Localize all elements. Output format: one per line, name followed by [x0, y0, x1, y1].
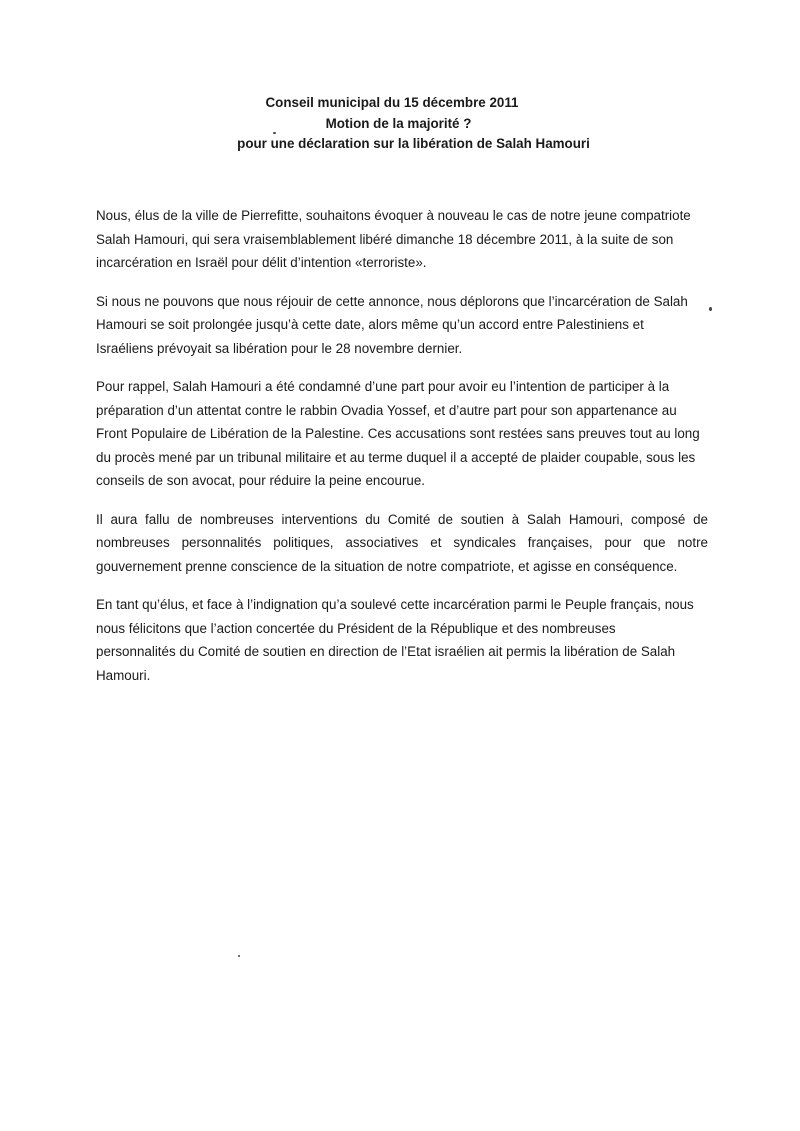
paragraph-4-line-2: nombreuses personnalités politiques, associatives et syndicales françaises, pour que notre	[96, 535, 708, 550]
paragraph-2-line-1: Si nous ne pouvons que nous réjouir de cette annonce, nous déplorons que l’incarcération de Salah	[96, 293, 688, 309]
paragraph-3-line-3: Front Populaire de Libération de la Palestine. Ces accusations sont restées sans preuves tout au long	[96, 426, 700, 441]
paragraph-2-line-2: Hamouri se soit prolongée jusqu’à cette date, alors même qu’un accord entre Palestiniens et	[96, 317, 644, 332]
paragraph-1	[96, 204, 708, 275]
title-line-declaration: pour une déclaration sur la libération de Salah Hamouri	[237, 136, 590, 151]
scan-speck	[709, 307, 712, 311]
scan-speck	[273, 132, 276, 134]
paragraph-3-line-2: préparation d’un attentat contre le rabbin Ovadia Yossef, et d’autre part pour son appartenance au	[96, 402, 677, 418]
paragraph-4	[96, 508, 708, 579]
paragraph-5-line-4: Hamouri.	[96, 667, 151, 683]
title-line-council-date: Conseil municipal du 15 décembre 2011	[265, 95, 519, 110]
document-title-block	[0, 93, 800, 155]
paragraph-1-line-2: Salah Hamouri, qui sera vraisemblablement libéré dimanche 18 décembre 2011, à la suite de son	[96, 231, 674, 247]
paragraph-1-line-1: Nous, élus de la ville de Pierrefitte, souhaitons évoquer à nouveau le cas de notre jeune compatriote	[96, 208, 691, 223]
paragraph-2-line-3: Israéliens prévoyait sa libération pour le 28 novembre dernier.	[96, 340, 463, 356]
paragraph-3-line-1: Pour rappel, Salah Hamouri a été condamné d’une part pour avoir eu l’intention de participer à la	[96, 379, 670, 394]
paragraph-3-line-5: conseils de son avocat, pour réduire la peine encourue.	[96, 473, 426, 488]
paragraph-1-line-3: incarcération en Israël pour délit d’intention «terroriste».	[96, 255, 427, 270]
paragraph-4-line-1: Il aura fallu de nombreuses interventions du Comité de soutien à Salah Hamouri, composé de	[96, 511, 708, 527]
paragraph-5-line-1: En tant qu’élus, et face à l’indignation qu’a soulevé cette incarcération parmi le Peuple français, nous	[96, 597, 694, 612]
paragraph-5-line-3: personnalités du Comité de soutien en direction de l’Etat israélien ait permis la libération de Salah	[96, 644, 676, 659]
document-body	[96, 204, 708, 702]
paragraph-5	[96, 593, 708, 687]
paragraph-4-line-3: gouvernement prenne conscience de la situation de notre compatriote, et agisse en conséquence.	[96, 558, 678, 574]
title-line-motion: Motion de la majorité ?	[325, 115, 472, 131]
paragraph-3	[96, 375, 708, 493]
paragraph-2	[96, 290, 708, 361]
scan-speck	[238, 955, 240, 957]
paragraph-5-line-2: nous félicitons que l’action concertée du Président de la République et des nombreuses	[96, 620, 616, 636]
paragraph-3-line-4: du procès mené par un tribunal militaire et au terme duquel il a accepté de plaider coupable, sous les	[96, 449, 696, 465]
